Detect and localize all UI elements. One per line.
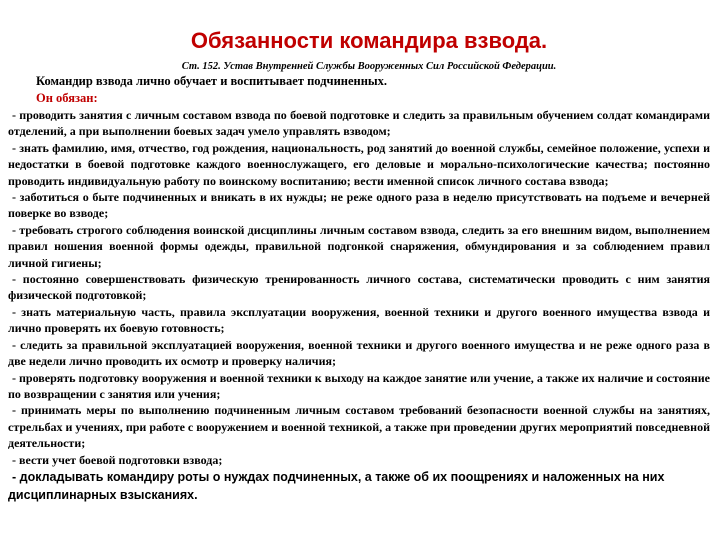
duty-item: - требовать строгого соблюдения воинской дисциплины личным составом взвода, следить за его внешним видом, выполнением правил ношения военной формы одежды, правильной подгонкой снаряжения, обмундирования и за соблюдением правил личной гигиены; (8, 222, 710, 270)
duty-item: - принимать меры по выполнению подчиненным личным составом требований безопасности военной службы на занятиях, стрельбах и учениях, при работе с вооружением и военной техникой, а также при проведении других мероприятий повседневной деятельности; (8, 403, 710, 451)
duty-item: - постоянно совершенствовать физическую тренированность личного состава, систематически проводить с ним занятия физической подготовкой; (8, 272, 710, 303)
duty-item: - докладывать командиру роты о нуждах подчиненных, а также об их поощрениях и наложенных на них дисциплинарных взысканиях. (8, 469, 665, 502)
duty-item: - проверять подготовку вооружения и военной техники к выходу на каждое занятие или учение, а также их наличие и состояние по возвращении с занятия или учения; (8, 370, 710, 401)
duty-item: - знать материальную часть, правила эксплуатации вооружения, военной техники и другого военного имущества взвода и лично проверять их боевую готовность; (8, 304, 710, 336)
duty-item: - знать фамилию, имя, отчество, год рождения, национальность, род занятий до военной службы, семейное положение, успехи и недостатки в боевой подготовке каждого военнослужащего, его деловые и морально-психологические качества; постоянно проводить индивидуальную работу по воинскому воспитанию; вести именной список личного состава взвода; (8, 140, 710, 188)
duty-item: - следить за правильной эксплуатацией вооружения, военной техники и другого военного имущества и не реже одного раза в две недели лично проводить их осмотр и проверку наличия; (8, 337, 710, 369)
duty-item: - проводить занятия с личным составом взвода по боевой подготовке и следить за правильным обучением солдат командирами отделений, а при выполнении боевых задач умело управлять взводом; (8, 108, 710, 139)
source-citation: Ст. 152. Устав Внутренней Службы Вооруженных Сил Российской Федерации. (181, 61, 557, 72)
duties-list (8, 107, 710, 504)
intro-text: Командир взвода лично обучает и воспитывает подчиненных. (36, 74, 388, 88)
obliged-label: Он обязан: (36, 91, 98, 105)
duty-item: - вести учет боевой подготовки взвода; (12, 452, 223, 467)
duty-item: - заботиться о быте подчиненных и вникать в их нужды; не реже одного раза в неделю присутствовать на подъеме и вечерней поверке во взводе; (8, 190, 710, 221)
page-title: Обязанности командира взвода. (190, 28, 548, 53)
